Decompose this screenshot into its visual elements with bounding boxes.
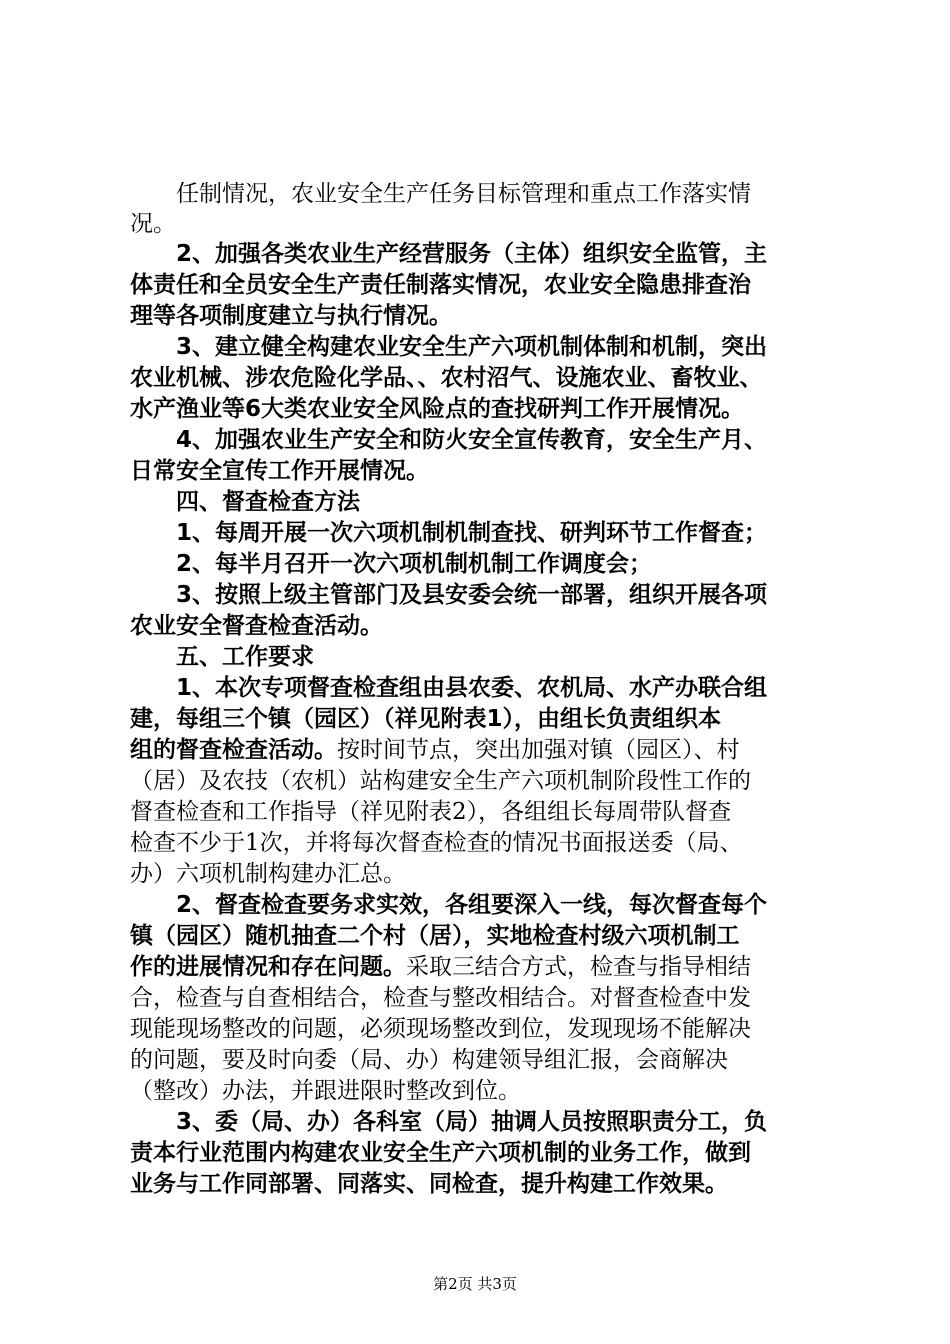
text-line: 3、委（局、办）各科室（局）抽调人员按照职责分工，负	[130, 1109, 768, 1135]
text-line: 1、本次专项督查检查组由县农委、农机局、水产办联合组	[130, 675, 768, 701]
text-line: 2、加强各类农业生产经营服务（主体）组织安全监管，主	[130, 241, 768, 267]
text-line: 督查检查和工作指导（祥见附表2），各组组长每周带队督查	[130, 799, 732, 825]
text-segment-normal: 按时间节点，突出加强对镇（园区）、村	[337, 737, 740, 763]
text-line: 现能现场整改的问题，必须现场整改到位，发现现场不能解决	[130, 1016, 751, 1042]
text-line: 镇（园区）随机抽查二个村（居），实地检查村级六项机制工	[130, 923, 740, 949]
text-line: 日常安全宣传工作开展情况。	[130, 458, 429, 484]
text-line: 况。	[130, 211, 176, 237]
text-line-mixed	[130, 951, 830, 983]
text-line: 3、按照上级主管部门及县安委会统一部署，组织开展各项	[130, 582, 768, 608]
section-heading: 四、督查检查方法	[130, 489, 360, 515]
text-line: 体责任和全员安全生产责任制落实情况，农业安全隐患排查治	[130, 272, 751, 298]
text-segment-bold: 作的进展情况和存在问题。	[130, 954, 406, 980]
text-line: 办）六项机制构建办汇总。	[130, 861, 406, 887]
text-line: 4、加强农业生产安全和防火安全宣传教育，安全生产月、	[130, 427, 768, 453]
text-line: 任制情况，农业安全生产任务目标管理和重点工作落实情	[130, 181, 751, 207]
text-line-mixed	[130, 734, 830, 766]
text-segment-normal: 采取三结合方式，检查与指导相结	[406, 954, 751, 980]
text-line: 农业机械、涉农危险化学品、、农村沼气、设施农业、畜牧业、	[130, 365, 763, 391]
text-line: 水产渔业等6大类农业安全风险点的查找研判工作开展情况。	[130, 396, 745, 422]
text-line: 农业安全督查检查活动。	[130, 613, 383, 639]
page-footer: 第2页 共3页	[433, 1275, 517, 1293]
text-segment-bold: 组的督查检查活动。	[130, 737, 337, 763]
text-line: 2、督查检查要务求实效，各组要深入一线，每次督查每个	[130, 892, 768, 918]
text-line: 理等各项制度建立与执行情况。	[130, 303, 452, 329]
text-line: 建，每组三个镇（园区）（祥见附表1），由组长负责组织本	[130, 706, 722, 732]
text-line: 责本行业范围内构建农业安全生产六项机制的业务工作，做到	[130, 1140, 751, 1166]
text-line: 的问题，要及时向委（局、办）构建领导组汇报，会商解决	[130, 1047, 728, 1073]
section-heading: 五、工作要求	[130, 644, 314, 670]
text-line: （居）及农技（农机）站构建安全生产六项机制阶段性工作的	[130, 768, 751, 794]
text-line: 2、每半月召开一次六项机制机制工作调度会；	[130, 551, 653, 577]
text-line: 1、每周开展一次六项机制机制查找、研判环节工作督查；	[130, 520, 768, 546]
text-line: 合，检查与自查相结合，检查与整改相结合。对督查检查中发	[130, 985, 751, 1011]
text-line: 3、建立健全构建农业安全生产六项机制体制和机制，突出	[130, 334, 768, 360]
text-line: （整改）办法，并跟进限时整改到位。	[130, 1078, 521, 1104]
text-line: 业务与工作同部署、同落实、同检查，提升构建工作效果。	[130, 1171, 728, 1197]
text-line: 检查不少于1次，并将每次督查检查的情况书面报送委（局、	[130, 830, 743, 856]
